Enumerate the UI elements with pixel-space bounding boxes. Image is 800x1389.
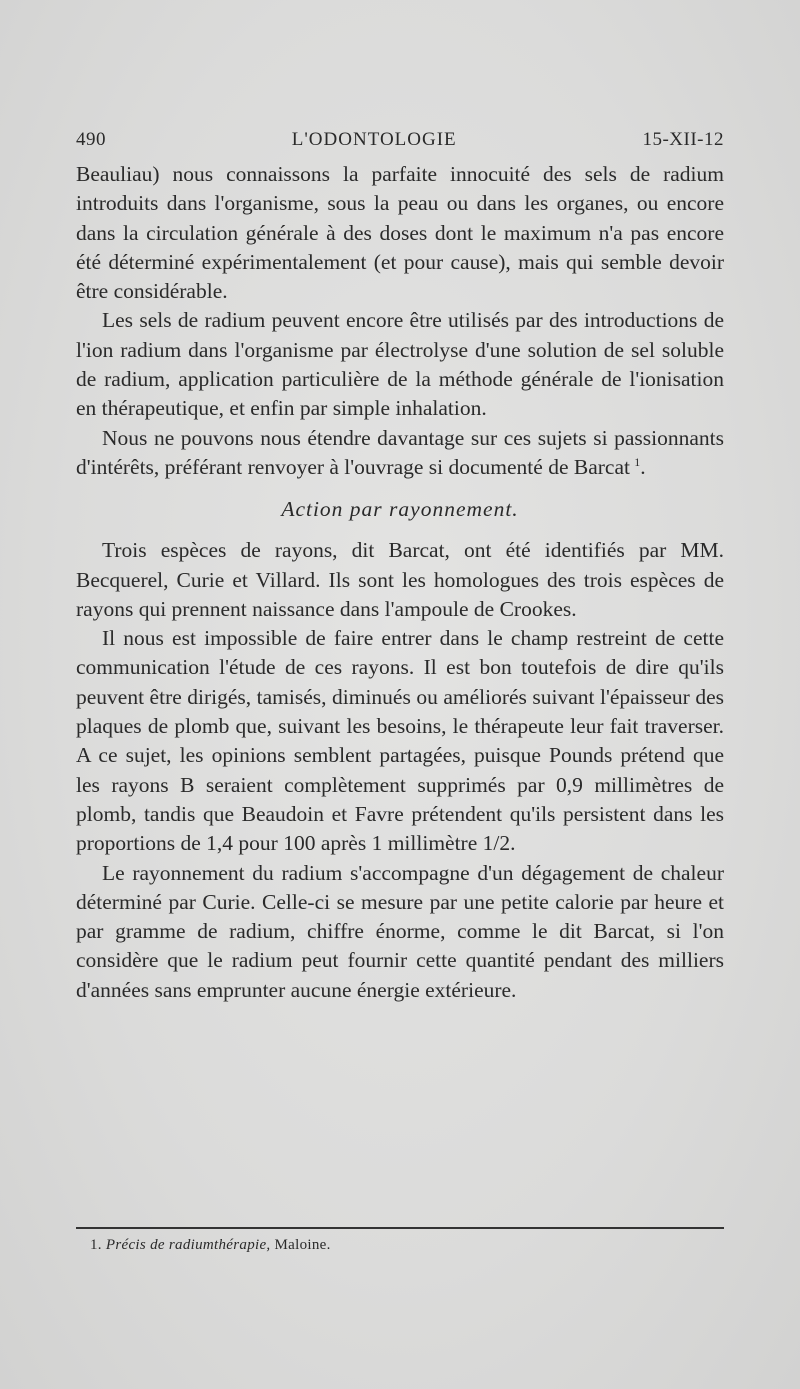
paragraph: Le rayonnement du radium s'accompagne d'un dégagement de chaleur déterminé par Curie. Celle-ci se mesure par une petite calorie par heure et par gramme de radium, chiffre énorme, comme le dit Barcat, si l'on considère que le radium peut fournir cette quantité pendant des milliers d'années sans emprunter aucune énergie extérieure. <box>76 860 724 1002</box>
footnote-reference: 1 <box>634 454 641 469</box>
footnote-publisher: Maloine. <box>274 1237 331 1253</box>
paragraph-with-footnote <box>76 424 724 483</box>
paragraph: Les sels de radium peuvent encore être utilisés par des introductions de l'ion radium dans l'organisme par électrolyse d'une solution de sel soluble de radium, application particulière de la méthode générale de l'ionisation en thérapeutique, et enfin par simple inhalation. <box>76 308 724 421</box>
paragraph-end: . <box>640 454 646 479</box>
journal-title: L'ODONTOLOGIE <box>291 129 457 150</box>
footnote-divider <box>76 1227 724 1229</box>
running-header <box>76 129 724 151</box>
paragraph-text: Nous ne pouvons nous étendre davantage sur ces sujets si passionnants d'intérêts, préférant renvoyer à l'ouvrage si documenté de Barcat <box>76 425 724 479</box>
paragraph: Trois espèces de rayons, dit Barcat, ont été identifiés par MM. Becquerel, Curie et Villard. Ils sont les homologues des trois espèces de rayons qui prennent naissance dans l'ampoule de Crookes. <box>76 538 724 621</box>
paragraph: Il nous est impossible de faire entrer dans le champ restreint de cette communication l'étude de ces rayons. Il est bon toutefois de dire qu'ils peuvent être dirigés, tamisés, diminués ou améliorés suivant l'épaisseur des plaques de plomb que, suivant les besoins, le thérapeute leur fait traverser. A ce sujet, les opinions semblent partagées, puisque Pounds prétend que les rayons B seraient complètement supprimés par 0,9 millimètres de plomb, tandis que Beaudoin et Favre prétendent qu'ils persistent dans les proportions de 1,4 pour 100 après 1 millimètre 1/2. <box>76 626 724 856</box>
page-number: 490 <box>76 129 106 150</box>
footnote-title: Précis de radiumthérapie, <box>105 1237 271 1253</box>
footnote <box>90 1237 331 1254</box>
paragraph: Beauliau) nous connaissons la parfaite innocuité des sels de radium introduits dans l'organisme, sous la peau ou dans les organes, ou encore dans la circulation générale à des doses dont le maximum n'a pas encore été déterminé expérimentalement (et pour cause), mais qui semble devoir être considérable. <box>76 162 724 304</box>
footnote-number: 1. <box>90 1237 102 1253</box>
section-heading: Action par rayonnement. <box>281 497 519 522</box>
issue-date: 15-XII-12 <box>642 129 724 150</box>
page-body <box>76 160 724 1005</box>
